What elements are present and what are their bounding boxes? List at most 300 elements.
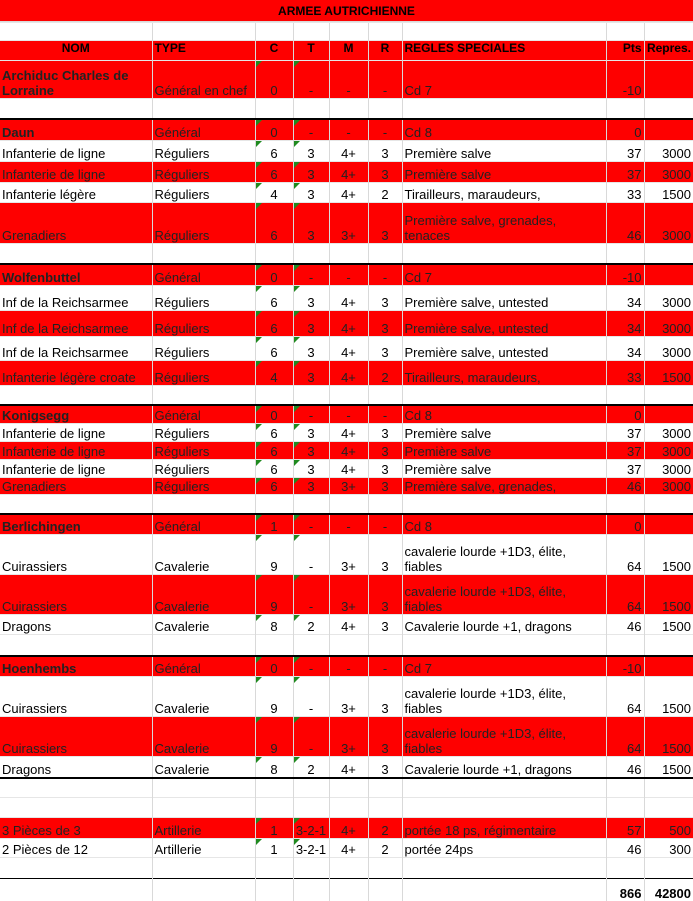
- cell-m[interactable]: 4+: [329, 162, 368, 183]
- cell-nom[interactable]: Dragons: [0, 615, 152, 635]
- cell-type[interactable]: Général: [152, 656, 255, 677]
- cell-c[interactable]: 6: [255, 337, 293, 361]
- empty-cell[interactable]: [255, 23, 293, 41]
- cell-nom[interactable]: Konigsegg: [0, 405, 152, 424]
- empty-cell[interactable]: [402, 635, 606, 656]
- empty-cell[interactable]: [644, 635, 693, 656]
- cell-m[interactable]: -: [329, 264, 368, 286]
- empty-cell[interactable]: [329, 244, 368, 264]
- empty-cell[interactable]: [293, 386, 329, 405]
- cell-c[interactable]: 6: [255, 141, 293, 162]
- cell-regles[interactable]: Première salve: [402, 424, 606, 442]
- empty-cell[interactable]: [606, 23, 644, 41]
- cell-c[interactable]: 6: [255, 424, 293, 442]
- cell-repres[interactable]: 300: [644, 839, 693, 858]
- empty-cell[interactable]: [644, 858, 693, 879]
- empty-cell[interactable]: [255, 495, 293, 514]
- empty-cell[interactable]: [402, 23, 606, 41]
- cell-type[interactable]: Artillerie: [152, 839, 255, 858]
- cell-c[interactable]: 9: [255, 535, 293, 575]
- cell-t[interactable]: -: [293, 405, 329, 424]
- cell-regles[interactable]: Première salve, grenades, tenaces: [402, 203, 606, 244]
- cell-t[interactable]: 3: [293, 311, 329, 337]
- cell-type[interactable]: Réguliers: [152, 286, 255, 311]
- cell-nom[interactable]: 3 Pièces de 3: [0, 818, 152, 839]
- empty-cell[interactable]: [329, 858, 368, 879]
- empty-cell[interactable]: [402, 798, 606, 818]
- cell-m[interactable]: 4+: [329, 141, 368, 162]
- cell-regles[interactable]: Première salve, untested: [402, 311, 606, 337]
- empty-cell[interactable]: [329, 23, 368, 41]
- empty-cell[interactable]: [329, 495, 368, 514]
- cell-repres[interactable]: 1500: [644, 183, 693, 203]
- cell-repres[interactable]: 1500: [644, 757, 693, 778]
- empty-cell[interactable]: [606, 99, 644, 119]
- cell-nom[interactable]: Cuirassiers: [0, 535, 152, 575]
- cell-type[interactable]: Réguliers: [152, 311, 255, 337]
- empty-cell[interactable]: [0, 635, 152, 656]
- cell-c[interactable]: 9: [255, 575, 293, 615]
- cell-m[interactable]: -: [329, 119, 368, 141]
- empty-cell[interactable]: [606, 858, 644, 879]
- empty-cell[interactable]: [329, 386, 368, 405]
- cell-regles[interactable]: Première salve, grenades,: [402, 478, 606, 495]
- empty-cell[interactable]: [644, 798, 693, 818]
- empty-cell[interactable]: [0, 495, 152, 514]
- cell-m[interactable]: 3+: [329, 478, 368, 495]
- empty-cell[interactable]: [644, 244, 693, 264]
- cell-m[interactable]: 4+: [329, 839, 368, 858]
- cell-t[interactable]: -: [293, 61, 329, 99]
- cell-pts[interactable]: 57: [606, 818, 644, 839]
- cell-m[interactable]: 4+: [329, 615, 368, 635]
- cell-m[interactable]: -: [329, 514, 368, 535]
- empty-cell[interactable]: [606, 495, 644, 514]
- empty-cell[interactable]: [644, 99, 693, 119]
- cell-m[interactable]: -: [329, 61, 368, 99]
- empty-cell[interactable]: [255, 635, 293, 656]
- cell-repres[interactable]: 3000: [644, 460, 693, 478]
- empty-cell[interactable]: [293, 495, 329, 514]
- cell-pts[interactable]: -10: [606, 656, 644, 677]
- cell-regles[interactable]: Première salve, untested: [402, 337, 606, 361]
- total-repres[interactable]: 42800: [644, 879, 693, 901]
- cell-repres[interactable]: 1500: [644, 615, 693, 635]
- cell-r[interactable]: 3: [368, 757, 402, 778]
- cell-type[interactable]: Réguliers: [152, 162, 255, 183]
- cell-regles[interactable]: Cd 7: [402, 656, 606, 677]
- cell-regles[interactable]: Première salve: [402, 141, 606, 162]
- empty-cell[interactable]: [402, 495, 606, 514]
- empty-cell[interactable]: [152, 635, 255, 656]
- cell-regles[interactable]: portée 18 ps, régimentaire: [402, 818, 606, 839]
- cell-repres[interactable]: [644, 119, 693, 141]
- cell-r[interactable]: 3: [368, 286, 402, 311]
- empty-cell[interactable]: [0, 778, 152, 798]
- header-regles[interactable]: REGLES SPECIALES: [402, 41, 606, 61]
- cell-repres[interactable]: [644, 514, 693, 535]
- cell-r[interactable]: 3: [368, 615, 402, 635]
- header-r[interactable]: R: [368, 41, 402, 61]
- cell-m[interactable]: 4+: [329, 424, 368, 442]
- empty-cell[interactable]: [0, 244, 152, 264]
- cell-type[interactable]: Réguliers: [152, 442, 255, 460]
- cell-t[interactable]: -: [293, 514, 329, 535]
- cell-m[interactable]: 3+: [329, 535, 368, 575]
- cell-repres[interactable]: 1500: [644, 717, 693, 757]
- empty-cell[interactable]: [606, 635, 644, 656]
- empty-cell[interactable]: [368, 99, 402, 119]
- cell-nom[interactable]: Cuirassiers: [0, 717, 152, 757]
- cell-r[interactable]: 3: [368, 162, 402, 183]
- cell-repres[interactable]: 3000: [644, 424, 693, 442]
- cell-type[interactable]: Général en chef: [152, 61, 255, 99]
- cell-r[interactable]: 2: [368, 839, 402, 858]
- cell-regles[interactable]: Première salve: [402, 442, 606, 460]
- cell-pts[interactable]: 46: [606, 478, 644, 495]
- cell-m[interactable]: 3+: [329, 203, 368, 244]
- cell-type[interactable]: Réguliers: [152, 460, 255, 478]
- cell-m[interactable]: 3+: [329, 575, 368, 615]
- cell-m[interactable]: 4+: [329, 442, 368, 460]
- empty-cell[interactable]: [152, 778, 255, 798]
- cell-t[interactable]: -: [293, 677, 329, 717]
- cell-c[interactable]: 8: [255, 615, 293, 635]
- cell-type[interactable]: Cavalerie: [152, 717, 255, 757]
- cell-r[interactable]: 3: [368, 460, 402, 478]
- cell-m[interactable]: 4+: [329, 757, 368, 778]
- cell-pts[interactable]: 46: [606, 757, 644, 778]
- header-m[interactable]: M: [329, 41, 368, 61]
- header-c[interactable]: C: [255, 41, 293, 61]
- cell-r[interactable]: 3: [368, 575, 402, 615]
- cell-regles[interactable]: cavalerie lourde +1D3, élite, fiables: [402, 677, 606, 717]
- empty-cell[interactable]: [368, 778, 402, 798]
- cell-m[interactable]: 3+: [329, 717, 368, 757]
- empty-cell[interactable]: [329, 99, 368, 119]
- empty-cell[interactable]: [0, 99, 152, 119]
- empty-cell[interactable]: [293, 879, 329, 901]
- cell-nom[interactable]: Inf de la Reichsarmee: [0, 286, 152, 311]
- cell-regles[interactable]: Cd 8: [402, 405, 606, 424]
- cell-r[interactable]: -: [368, 405, 402, 424]
- cell-regles[interactable]: Cd 8: [402, 119, 606, 141]
- empty-cell[interactable]: [368, 244, 402, 264]
- empty-cell[interactable]: [606, 778, 644, 798]
- cell-r[interactable]: 3: [368, 141, 402, 162]
- cell-pts[interactable]: 37: [606, 442, 644, 460]
- empty-cell[interactable]: [293, 858, 329, 879]
- empty-cell[interactable]: [152, 858, 255, 879]
- empty-cell[interactable]: [293, 244, 329, 264]
- empty-cell[interactable]: [606, 244, 644, 264]
- cell-regles[interactable]: Cavalerie lourde +1, dragons: [402, 615, 606, 635]
- cell-repres[interactable]: 1500: [644, 575, 693, 615]
- cell-nom[interactable]: Infanterie de ligne: [0, 460, 152, 478]
- cell-repres[interactable]: 1500: [644, 677, 693, 717]
- cell-c[interactable]: 0: [255, 656, 293, 677]
- empty-cell[interactable]: [255, 879, 293, 901]
- empty-cell[interactable]: [255, 798, 293, 818]
- cell-t[interactable]: 3: [293, 162, 329, 183]
- empty-cell[interactable]: [255, 858, 293, 879]
- cell-regles[interactable]: Tirailleurs, maraudeurs,: [402, 183, 606, 203]
- empty-cell[interactable]: [152, 23, 255, 41]
- empty-cell[interactable]: [293, 99, 329, 119]
- cell-c[interactable]: 6: [255, 162, 293, 183]
- cell-repres[interactable]: [644, 405, 693, 424]
- cell-type[interactable]: Réguliers: [152, 203, 255, 244]
- cell-type[interactable]: Cavalerie: [152, 677, 255, 717]
- cell-t[interactable]: 3: [293, 442, 329, 460]
- empty-cell[interactable]: [402, 244, 606, 264]
- cell-pts[interactable]: 64: [606, 535, 644, 575]
- header-type[interactable]: TYPE: [152, 41, 255, 61]
- empty-cell[interactable]: [255, 778, 293, 798]
- cell-repres[interactable]: 500: [644, 818, 693, 839]
- cell-type[interactable]: Réguliers: [152, 183, 255, 203]
- cell-r[interactable]: 3: [368, 535, 402, 575]
- empty-cell[interactable]: [0, 858, 152, 879]
- cell-r[interactable]: 3: [368, 677, 402, 717]
- empty-cell[interactable]: [606, 386, 644, 405]
- empty-cell[interactable]: [152, 879, 255, 901]
- cell-t[interactable]: 3: [293, 361, 329, 386]
- cell-r[interactable]: 3: [368, 337, 402, 361]
- empty-cell[interactable]: [644, 495, 693, 514]
- cell-pts[interactable]: 37: [606, 141, 644, 162]
- cell-c[interactable]: 0: [255, 405, 293, 424]
- cell-t[interactable]: 3: [293, 337, 329, 361]
- cell-t[interactable]: 3-2-1: [293, 818, 329, 839]
- cell-r[interactable]: 2: [368, 361, 402, 386]
- cell-c[interactable]: 1: [255, 839, 293, 858]
- empty-cell[interactable]: [644, 386, 693, 405]
- cell-c[interactable]: 6: [255, 311, 293, 337]
- cell-nom[interactable]: Hoenhembs: [0, 656, 152, 677]
- cell-m[interactable]: -: [329, 656, 368, 677]
- cell-r[interactable]: 3: [368, 478, 402, 495]
- cell-pts[interactable]: 34: [606, 311, 644, 337]
- cell-pts[interactable]: 46: [606, 839, 644, 858]
- cell-t[interactable]: 3: [293, 141, 329, 162]
- cell-nom[interactable]: Archiduc Charles de Lorraine: [0, 61, 152, 99]
- cell-c[interactable]: 8: [255, 757, 293, 778]
- empty-cell[interactable]: [0, 23, 152, 41]
- cell-r[interactable]: -: [368, 514, 402, 535]
- cell-pts[interactable]: 37: [606, 460, 644, 478]
- cell-repres[interactable]: 3000: [644, 478, 693, 495]
- empty-cell[interactable]: [293, 23, 329, 41]
- cell-repres[interactable]: 1500: [644, 535, 693, 575]
- cell-t[interactable]: 3: [293, 183, 329, 203]
- cell-pts[interactable]: 64: [606, 575, 644, 615]
- cell-regles[interactable]: Tirailleurs, maraudeurs,: [402, 361, 606, 386]
- cell-c[interactable]: 6: [255, 478, 293, 495]
- cell-regles[interactable]: Première salve: [402, 460, 606, 478]
- cell-nom[interactable]: Daun: [0, 119, 152, 141]
- empty-cell[interactable]: [0, 798, 152, 818]
- cell-nom[interactable]: 2 Pièces de 12: [0, 839, 152, 858]
- cell-c[interactable]: 0: [255, 119, 293, 141]
- cell-pts[interactable]: 46: [606, 203, 644, 244]
- cell-type[interactable]: Réguliers: [152, 424, 255, 442]
- cell-type[interactable]: Général: [152, 264, 255, 286]
- cell-nom[interactable]: Infanterie de ligne: [0, 424, 152, 442]
- cell-regles[interactable]: Cavalerie lourde +1, dragons: [402, 757, 606, 778]
- cell-m[interactable]: 4+: [329, 337, 368, 361]
- cell-nom[interactable]: Cuirassiers: [0, 677, 152, 717]
- cell-repres[interactable]: 3000: [644, 442, 693, 460]
- empty-cell[interactable]: [368, 23, 402, 41]
- cell-r[interactable]: 3: [368, 203, 402, 244]
- cell-type[interactable]: Réguliers: [152, 141, 255, 162]
- empty-cell[interactable]: [368, 386, 402, 405]
- cell-repres[interactable]: 1500: [644, 361, 693, 386]
- cell-repres[interactable]: 3000: [644, 286, 693, 311]
- cell-t[interactable]: 3: [293, 424, 329, 442]
- empty-cell[interactable]: [644, 23, 693, 41]
- cell-t[interactable]: 2: [293, 757, 329, 778]
- header-repres[interactable]: Repres.: [644, 41, 693, 61]
- cell-c[interactable]: 9: [255, 717, 293, 757]
- cell-pts[interactable]: 0: [606, 514, 644, 535]
- cell-m[interactable]: 4+: [329, 460, 368, 478]
- empty-cell[interactable]: [152, 798, 255, 818]
- cell-regles[interactable]: cavalerie lourde +1D3, élite, fiables: [402, 717, 606, 757]
- cell-m[interactable]: 4+: [329, 311, 368, 337]
- cell-regles[interactable]: Cd 8: [402, 514, 606, 535]
- cell-repres[interactable]: 3000: [644, 162, 693, 183]
- cell-t[interactable]: -: [293, 656, 329, 677]
- empty-cell[interactable]: [329, 778, 368, 798]
- cell-r[interactable]: 3: [368, 442, 402, 460]
- empty-cell[interactable]: [402, 858, 606, 879]
- cell-pts[interactable]: -10: [606, 264, 644, 286]
- cell-nom[interactable]: Dragons: [0, 757, 152, 778]
- cell-pts[interactable]: 34: [606, 337, 644, 361]
- cell-t[interactable]: -: [293, 264, 329, 286]
- cell-r[interactable]: -: [368, 119, 402, 141]
- total-pts[interactable]: 866: [606, 879, 644, 901]
- header-pts[interactable]: Pts: [606, 41, 644, 61]
- cell-type[interactable]: Général: [152, 405, 255, 424]
- cell-c[interactable]: 6: [255, 460, 293, 478]
- cell-c[interactable]: 6: [255, 203, 293, 244]
- cell-c[interactable]: 4: [255, 183, 293, 203]
- cell-m[interactable]: -: [329, 405, 368, 424]
- cell-r[interactable]: -: [368, 61, 402, 99]
- cell-r[interactable]: 3: [368, 717, 402, 757]
- cell-m[interactable]: 4+: [329, 183, 368, 203]
- cell-c[interactable]: 4: [255, 361, 293, 386]
- cell-pts[interactable]: 64: [606, 677, 644, 717]
- cell-c[interactable]: 6: [255, 442, 293, 460]
- cell-r[interactable]: 3: [368, 311, 402, 337]
- empty-cell[interactable]: [606, 798, 644, 818]
- cell-repres[interactable]: 3000: [644, 141, 693, 162]
- cell-type[interactable]: Réguliers: [152, 337, 255, 361]
- empty-cell[interactable]: [329, 798, 368, 818]
- cell-pts[interactable]: 33: [606, 361, 644, 386]
- empty-cell[interactable]: [368, 798, 402, 818]
- cell-c[interactable]: 6: [255, 286, 293, 311]
- cell-type[interactable]: Réguliers: [152, 478, 255, 495]
- cell-repres[interactable]: [644, 656, 693, 677]
- cell-repres[interactable]: 3000: [644, 337, 693, 361]
- empty-cell[interactable]: [368, 635, 402, 656]
- cell-repres[interactable]: [644, 264, 693, 286]
- cell-t[interactable]: -: [293, 575, 329, 615]
- empty-cell[interactable]: [152, 244, 255, 264]
- cell-repres[interactable]: 3000: [644, 311, 693, 337]
- empty-cell[interactable]: [152, 495, 255, 514]
- empty-cell[interactable]: [152, 99, 255, 119]
- empty-cell[interactable]: [293, 635, 329, 656]
- cell-r[interactable]: 3: [368, 424, 402, 442]
- cell-type[interactable]: Réguliers: [152, 361, 255, 386]
- cell-nom[interactable]: Grenadiers: [0, 203, 152, 244]
- empty-cell[interactable]: [368, 495, 402, 514]
- cell-t[interactable]: -: [293, 119, 329, 141]
- empty-cell[interactable]: [293, 778, 329, 798]
- cell-nom[interactable]: Inf de la Reichsarmee: [0, 337, 152, 361]
- cell-regles[interactable]: portée 24ps: [402, 839, 606, 858]
- cell-nom[interactable]: Cuirassiers: [0, 575, 152, 615]
- empty-cell[interactable]: [293, 798, 329, 818]
- empty-cell[interactable]: [0, 386, 152, 405]
- cell-repres[interactable]: 3000: [644, 203, 693, 244]
- cell-t[interactable]: 3-2-1: [293, 839, 329, 858]
- header-t[interactable]: T: [293, 41, 329, 61]
- cell-c[interactable]: 1: [255, 514, 293, 535]
- cell-t[interactable]: -: [293, 717, 329, 757]
- cell-type[interactable]: Cavalerie: [152, 575, 255, 615]
- header-nom[interactable]: NOM: [0, 41, 152, 61]
- cell-nom[interactable]: Grenadiers: [0, 478, 152, 495]
- empty-cell[interactable]: [368, 858, 402, 879]
- cell-c[interactable]: 9: [255, 677, 293, 717]
- cell-r[interactable]: 2: [368, 183, 402, 203]
- cell-regles[interactable]: cavalerie lourde +1D3, élite, fiables: [402, 575, 606, 615]
- cell-pts[interactable]: 64: [606, 717, 644, 757]
- cell-nom[interactable]: Infanterie légère croate: [0, 361, 152, 386]
- cell-type[interactable]: Cavalerie: [152, 757, 255, 778]
- cell-type[interactable]: Cavalerie: [152, 535, 255, 575]
- cell-t[interactable]: 3: [293, 286, 329, 311]
- cell-r[interactable]: 2: [368, 818, 402, 839]
- cell-nom[interactable]: Infanterie de ligne: [0, 442, 152, 460]
- empty-cell[interactable]: [402, 386, 606, 405]
- cell-regles[interactable]: Première salve, untested: [402, 286, 606, 311]
- empty-cell[interactable]: [644, 778, 693, 798]
- cell-type[interactable]: Général: [152, 119, 255, 141]
- empty-cell[interactable]: [152, 386, 255, 405]
- empty-cell[interactable]: [329, 879, 368, 901]
- empty-cell[interactable]: [402, 879, 606, 901]
- empty-cell[interactable]: [402, 99, 606, 119]
- cell-r[interactable]: -: [368, 656, 402, 677]
- empty-cell[interactable]: [368, 879, 402, 901]
- cell-pts[interactable]: 34: [606, 286, 644, 311]
- cell-pts[interactable]: 33: [606, 183, 644, 203]
- cell-m[interactable]: 3+: [329, 677, 368, 717]
- empty-cell[interactable]: [255, 386, 293, 405]
- cell-repres[interactable]: [644, 61, 693, 99]
- empty-cell[interactable]: [0, 879, 152, 901]
- cell-c[interactable]: 1: [255, 818, 293, 839]
- empty-cell[interactable]: [329, 635, 368, 656]
